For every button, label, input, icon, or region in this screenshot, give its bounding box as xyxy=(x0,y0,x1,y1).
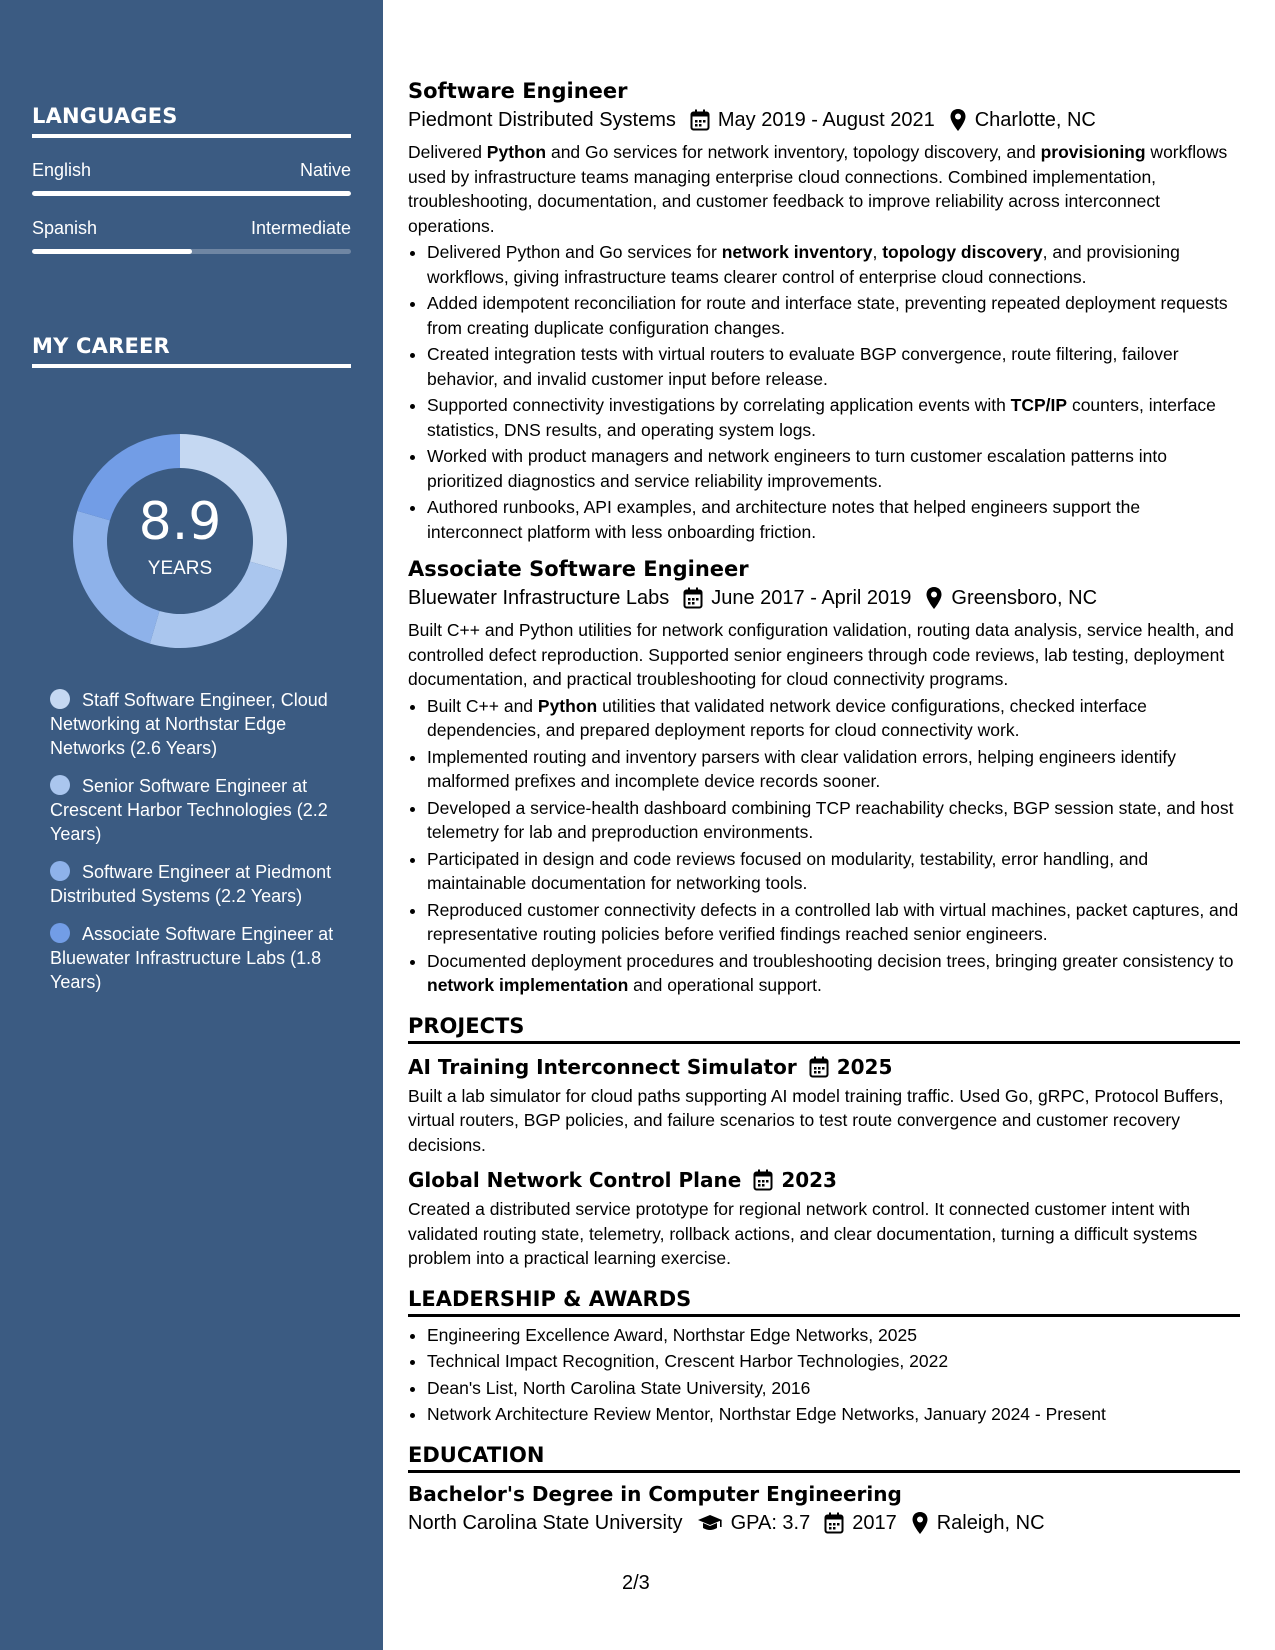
job-bullet: • Implemented routing and inventory parsers with clear validation errors, helping engineers identify malformed prefixes and incomplete device records sooner. xyxy=(427,745,1240,794)
job-bullet: • Reproduced customer connectivity defects in a controlled lab with virtual machines, packet captures, and representative routing policies before verified findings reached senior engineers. xyxy=(427,898,1240,947)
job-title: Software Engineer xyxy=(408,79,628,103)
language-level: Native xyxy=(299,160,351,180)
language-proficiency-fill xyxy=(32,191,351,196)
project-name: Global Network Control Plane xyxy=(408,1168,742,1192)
career-item-label: Staff Software Engineer, Cloud Networking at Northstar Edge Networks (2.6 Years) xyxy=(50,690,328,758)
job-summary: Built C++ and Python utilities for network configuration validation, routing data analysis, service health, and controlled defect reproduction. Supported senior engineers through code reviews, lab testing, deployment documentation, and practical troubleshooting for cloud connectivity programs. xyxy=(408,620,1234,689)
career-section xyxy=(32,334,351,368)
awards-section xyxy=(408,1287,1240,1427)
calendar-icon xyxy=(683,587,703,609)
award-item: • Dean's List, North Carolina State University, 2016 xyxy=(427,1376,1240,1401)
award-item: • Network Architecture Review Mentor, Northstar Edge Networks, January 2024 - Present xyxy=(427,1402,1240,1427)
career-legend-item xyxy=(50,860,340,908)
award-item: • Engineering Excellence Award, Northstar Edge Networks, 2025 xyxy=(427,1323,1240,1348)
career-donut-chart xyxy=(65,426,295,656)
job-bullet: • Added idempotent reconciliation for route and interface state, preventing repeated deployment requests from creating duplicate configuration changes. xyxy=(427,291,1240,340)
projects-heading: PROJECTS xyxy=(408,1014,1240,1044)
gpa-value: GPA: 3.7 xyxy=(730,1511,811,1534)
career-item-label: Senior Software Engineer at Crescent Harbor Technologies (2.2 Years) xyxy=(50,776,328,844)
project-name: AI Training Interconnect Simulator xyxy=(408,1054,797,1079)
project-description: Created a distributed service prototype for regional network control. It connected customer intent with validated routing state, telemetry, rollback actions, and clear documentation, turning a difficult systems problem into a practical learning exercise. xyxy=(408,1199,1198,1268)
job-location: Greensboro, NC xyxy=(951,587,1098,609)
projects-list xyxy=(408,1052,1240,1271)
page-number: 2/3 xyxy=(622,1572,650,1594)
awards-list xyxy=(408,1323,1240,1427)
job-entry xyxy=(408,554,1240,998)
map-pin-icon xyxy=(925,586,943,610)
career-legend-item xyxy=(50,774,340,846)
language-row xyxy=(32,218,351,239)
calendar-icon xyxy=(753,1169,773,1191)
legend-dot-icon xyxy=(50,775,70,795)
career-heading: MY CAREER xyxy=(32,334,351,368)
job-bullet: • Authored runbooks, API examples, and architecture notes that helped engineers support the interconnect platform with less onboarding friction. xyxy=(427,495,1240,544)
career-legend-item xyxy=(50,922,340,994)
job-meta xyxy=(408,584,1240,612)
calendar-icon xyxy=(809,1056,829,1078)
job-bullet: • Built C++ and Python utilities that validated network device configurations, checked interface dependencies, and prepared deployment reports for cloud connectivity work. xyxy=(427,694,1240,743)
project-year: 2025 xyxy=(836,1054,893,1079)
map-pin-icon xyxy=(911,1511,929,1535)
job-bullet: • Participated in design and code reviews focused on modularity, testability, error handling, and maintainable documentation for networking tools. xyxy=(427,847,1240,896)
job-bullet: • Worked with product managers and network engineers to turn customer escalation patterns into prioritized diagnostics and service reliability improvements. xyxy=(427,444,1240,493)
career-legend xyxy=(50,688,340,1008)
graduation-cap-icon xyxy=(697,1513,723,1533)
calendar-icon xyxy=(690,109,710,131)
languages-list xyxy=(32,160,351,254)
degree-title: Bachelor's Degree in Computer Engineering xyxy=(408,1481,902,1506)
project-entry xyxy=(408,1165,1240,1271)
project-entry xyxy=(408,1052,1240,1158)
award-item: • Technical Impact Recognition, Crescent Harbor Technologies, 2022 xyxy=(427,1349,1240,1374)
project-description: Built a lab simulator for cloud paths supporting AI model training traffic. Used Go, gRPC, Protocol Buffers, virtual routers, BGP policies, and failure scenarios to test route convergence and customer recovery decisions. xyxy=(408,1085,1224,1155)
sidebar xyxy=(0,0,383,1650)
graduation-year: 2017 xyxy=(852,1511,897,1534)
languages-section xyxy=(32,104,351,254)
job-location: Charlotte, NC xyxy=(974,109,1096,131)
job-entry xyxy=(408,76,1240,544)
company-name: Bluewater Infrastructure Labs xyxy=(408,587,670,609)
job-summary: Delivered Python and Go services for network inventory, topology discovery, and provisioning workflows used by infrastructure teams managing enterprise cloud connections. Combined implementation, troubleshooting, documentation, and customer feedback to improve reliability across interconnect operations. xyxy=(408,142,1228,236)
education-section xyxy=(408,1443,1240,1537)
language-proficiency-bar xyxy=(32,249,351,254)
language-row xyxy=(32,160,351,181)
project-year: 2023 xyxy=(781,1168,837,1192)
awards-heading: LEADERSHIP & AWARDS xyxy=(408,1287,1240,1317)
main-content xyxy=(408,76,1240,1537)
legend-dot-icon xyxy=(50,923,70,943)
project-title-row xyxy=(408,1165,1240,1195)
job-meta xyxy=(408,106,1240,134)
experience-list xyxy=(408,76,1240,998)
career-total-unit: YEARS xyxy=(147,558,213,579)
school-name: North Carolina State University xyxy=(408,1511,683,1534)
job-bullet: • Created integration tests with virtual routers to evaluate BGP convergence, route filtering, failover behavior, and invalid customer input before release. xyxy=(427,342,1240,391)
career-item-label: Associate Software Engineer at Bluewater Infrastructure Labs (1.8 Years) xyxy=(50,924,334,992)
job-dates: June 2017 - April 2019 xyxy=(711,587,912,609)
education-location: Raleigh, NC xyxy=(936,1511,1045,1534)
language-proficiency-fill xyxy=(32,249,192,254)
job-bullet: • Documented deployment procedures and troubleshooting decision trees, bringing greater consistency to network implementation and operational support. xyxy=(427,949,1240,998)
legend-dot-icon xyxy=(50,861,70,881)
education-heading: EDUCATION xyxy=(408,1443,1240,1473)
company-name: Piedmont Distributed Systems xyxy=(408,109,676,131)
projects-section xyxy=(408,1014,1240,1271)
job-bullet: • Delivered Python and Go services for network inventory, topology discovery, and provisioning workflows, giving infrastructure teams clearer control of enterprise cloud connections. xyxy=(427,240,1240,289)
job-bullets xyxy=(408,694,1240,998)
language-name: English xyxy=(32,160,92,180)
job-title: Associate Software Engineer xyxy=(408,557,749,581)
language-level: Intermediate xyxy=(250,218,351,238)
job-bullet: • Developed a service-health dashboard combining TCP reachability checks, BGP session state, and host telemetry for lab and preproduction environments. xyxy=(427,796,1240,845)
job-bullet: • Supported connectivity investigations by correlating application events with TCP/IP counters, interface statistics, DNS results, and operating system logs. xyxy=(427,393,1240,442)
legend-dot-icon xyxy=(50,689,70,709)
career-legend-item xyxy=(50,688,340,760)
career-item-label: Software Engineer at Piedmont Distributed Systems (2.2 Years) xyxy=(50,862,332,906)
project-title-row xyxy=(408,1052,1240,1082)
calendar-icon xyxy=(824,1512,844,1534)
career-total-value: 8.9 xyxy=(138,492,222,552)
language-proficiency-bar xyxy=(32,191,351,196)
job-dates: May 2019 - August 2021 xyxy=(717,109,935,131)
job-bullets xyxy=(408,240,1240,544)
map-pin-icon xyxy=(949,108,967,132)
languages-heading: LANGUAGES xyxy=(32,104,351,138)
language-name: Spanish xyxy=(32,218,98,238)
education-meta xyxy=(408,1509,1240,1537)
